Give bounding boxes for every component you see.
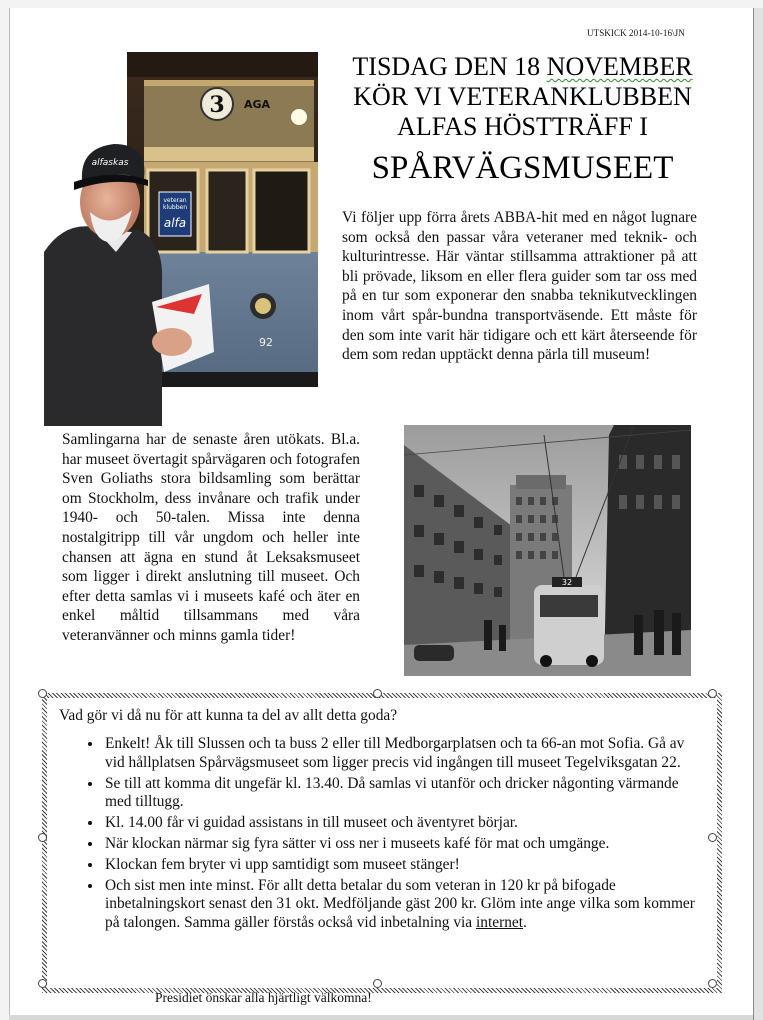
resize-handle-bm[interactable] — [373, 979, 382, 988]
payment-tail: . — [523, 914, 527, 932]
headline-venue: SPÅRVÄGSMUSEET — [371, 150, 674, 186]
resize-handle-tl[interactable] — [38, 689, 47, 698]
resize-handle-br[interactable] — [708, 979, 717, 988]
signoff-text: Presidiet önskar alla hjärtligt välkomna! — [155, 990, 372, 1005]
event-headline — [330, 52, 715, 190]
headline-line2: KÖR VI VETERANKLUBBEN — [353, 82, 692, 111]
headline-date-month: NOVEMBER — [546, 52, 693, 81]
list-item — [103, 877, 701, 933]
badge-logo: alfa — [163, 216, 187, 230]
badge-line2: klubben — [162, 204, 188, 211]
street-bus-photo — [404, 425, 691, 676]
badge-line1: veteran — [163, 197, 187, 204]
tram-conductor-photo — [44, 52, 318, 426]
instructions-box — [42, 693, 722, 993]
dispatch-code: UTSKICK 2014-10-16\JN — [587, 28, 685, 38]
instructions-list — [59, 735, 701, 933]
resize-handle-mr[interactable] — [708, 833, 717, 842]
resize-handle-tm[interactable] — [373, 689, 382, 698]
intro-paragraph: Vi följer upp förra årets ABBA-hit med en något lugnare som också den passar våra veteraner med teknik- och kulturintresse. Här väntar stillsamma attraktioner på att bli prövade, liksom en eller flera guider som tar oss med på en tur som exponerar den snabba teknikutvecklingen inom vårt spår-bundna transportväsende. Ett måste för den som inte varit här tidigare och ett kärt återseende för dem som redan upptäckt denna pärla till museum! — [342, 209, 697, 364]
headline-line3: ALFAS HÖSTTRÄFF I — [397, 112, 648, 141]
resize-handle-bl[interactable] — [38, 979, 47, 988]
tram-destination: AGA — [244, 98, 271, 111]
list-item: • Klockan fem bryter vi upp samtidigt som museet stänger! — [103, 856, 701, 875]
cap-text: alfaskas — [91, 158, 129, 168]
payment-text: Och sist men inte minst. För allt detta betalar du som veteran in 120 kr på bifogade inbetalningskort senast den 31 okt. Medföljande gäst 200 kr. Glöm inte ange vilka som kommer på talongen. Samma gäller förstås också vid inbetalning via — [105, 876, 695, 932]
resize-handle-ml[interactable] — [38, 833, 47, 842]
headline-line1: TISDAG DEN 18 NOVEMBER — [352, 52, 693, 81]
resize-handle-tr[interactable] — [708, 689, 717, 698]
list-item: • Se till att komma dit ungefär kl. 13.40. Då samlas vi utanför och dricker någonting värmande med tilltugg. — [103, 775, 701, 813]
list-item: • När klockan närmar sig fyra sätter vi oss ner i museets kafé för mat och umgänge. — [103, 835, 701, 854]
collections-paragraph: Samlingarna har de senaste åren utökats. Bl.a. har museet övertagit spårvägaren och fotografen Sven Goliaths stora bildsamling som berättar om Stockholm, dess invånare och trafik under 1940- och 50-talen. Missa inte denna nostalgitripp till vår ungdom och heller inte chansen att ägna en stund åt Leksaksmuseet som ligger i direkt anslutning till museet. Och efter detta samlas vi i museets kafé och äter en enkel måltid tillsammans med våra veteranvänner och minns gamla tider! — [62, 431, 360, 644]
internet-link[interactable]: internet — [475, 914, 523, 932]
tram-car-number: 92 — [259, 336, 273, 349]
tram-route-number: 3 — [209, 92, 225, 118]
bus-number: 32 — [561, 578, 573, 587]
list-item: • Kl. 14.00 får vi guidad assistans in till museet och äventyret börjar. — [103, 814, 701, 833]
list-item: • Enkelt! Åk till Slussen och ta buss 2 eller till Medborgarplatsen och ta 66-an mot Sofia. Gå av vid hållplatsen Spårvägsmuseet som ligger precis vid ingången till museet Tegelviksgatan 22. — [103, 735, 701, 773]
instructions-question: Vad gör vi då nu för att kunna ta del av allt detta goda? — [59, 707, 398, 724]
instructions-content — [59, 706, 701, 935]
page-bottom-edge — [9, 1015, 753, 1020]
page-shadow — [753, 8, 763, 1020]
